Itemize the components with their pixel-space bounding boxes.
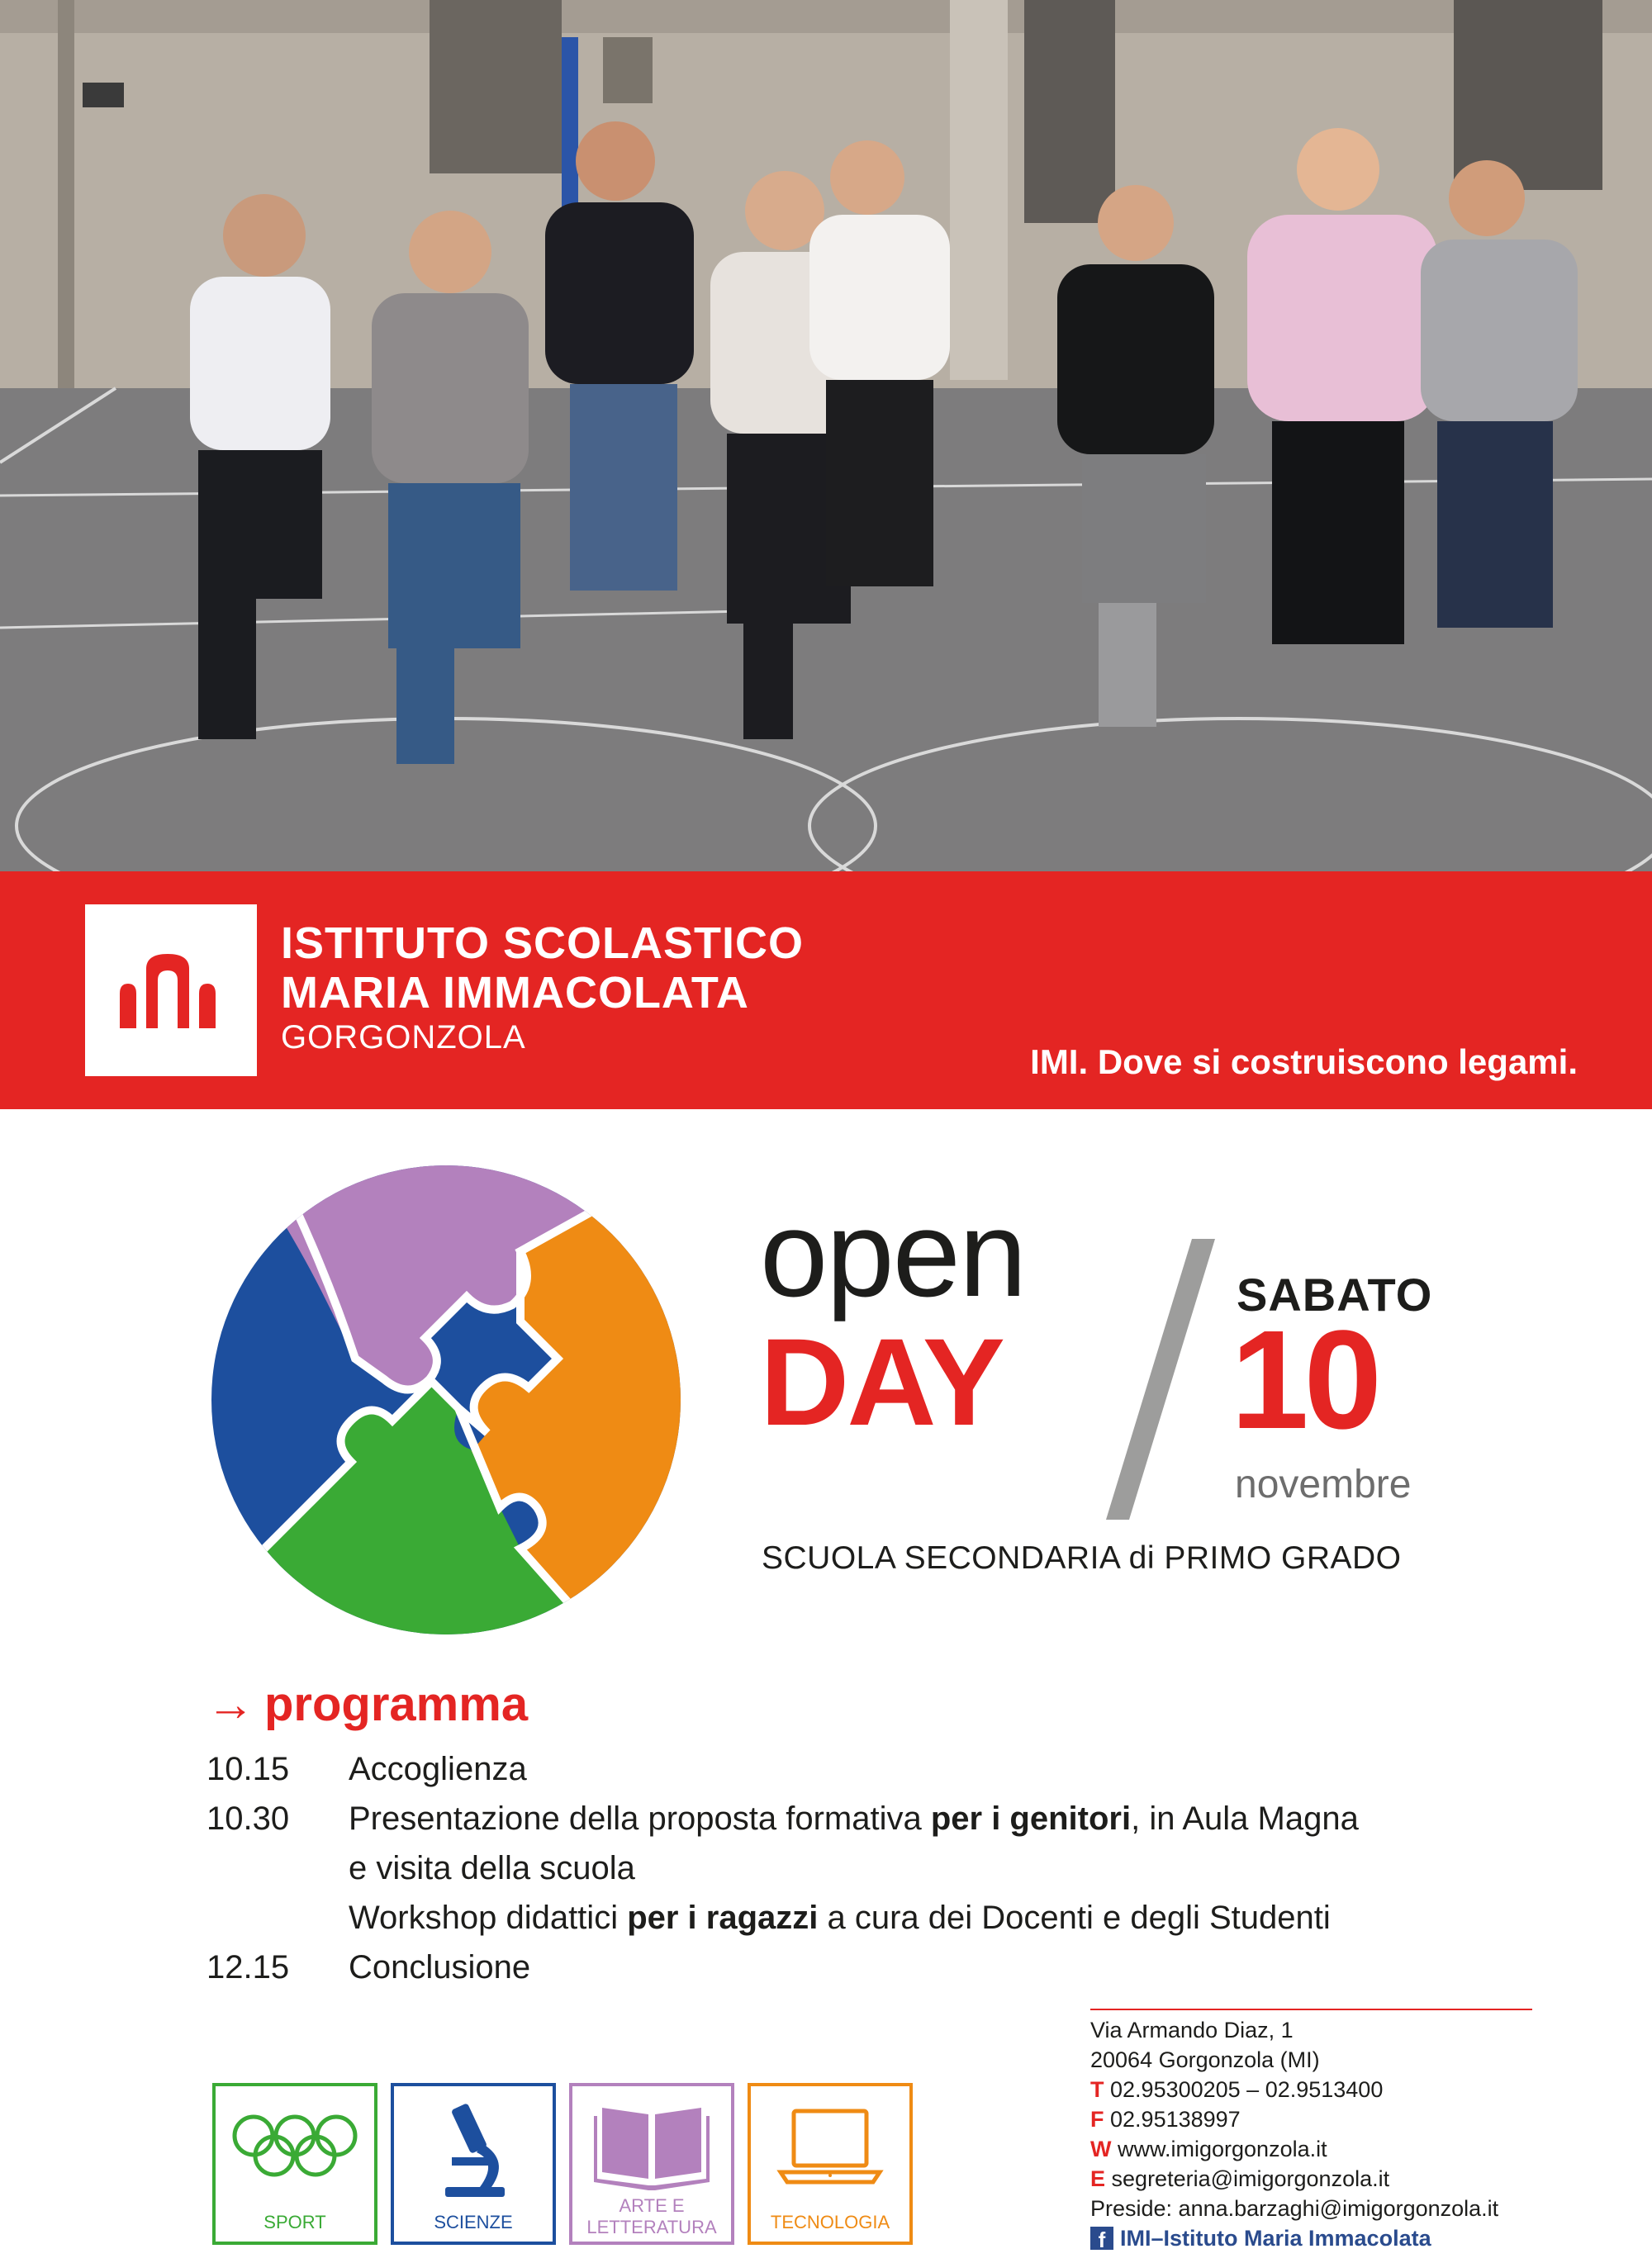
event-subtitle: SCUOLA SECONDARIA di PRIMO GRADO: [762, 1540, 1402, 1576]
school-name-line1: ISTITUTO SCOLASTICO: [281, 918, 805, 968]
contact-fax: [1090, 2104, 1498, 2134]
programma-item: [206, 1893, 1359, 1943]
contact-fax-value: 02.95138997: [1110, 2107, 1241, 2132]
programma-text-bold: per i genitori: [930, 1800, 1132, 1837]
programma-text: [349, 1794, 1359, 1843]
contact-preside[interactable]: Preside: anna.barzaghi@imigorgonzola.it: [1090, 2196, 1499, 2221]
programma-text: Conclusione: [349, 1949, 531, 1985]
category-arte-letteratura: [569, 2083, 734, 2245]
category-label: SCIENZE: [434, 2212, 513, 2232]
contact-email-value[interactable]: segreteria@imigorgonzola.it: [1111, 2166, 1390, 2191]
programma-text-part: Workshop didattici: [349, 1900, 628, 1936]
programma-text: e visita della scuola: [349, 1850, 635, 1886]
microscope-icon: [394, 2086, 553, 2210]
programma-item: [206, 1794, 1359, 1843]
category-label: TECNOLOGIA: [770, 2212, 890, 2232]
programma-heading: [206, 1677, 528, 1732]
school-name-line2: MARIA IMMACOLATA: [281, 968, 749, 1018]
contact-web-key: W: [1090, 2137, 1112, 2161]
event-month: novembre: [1235, 1463, 1412, 1506]
contact-tel-key: T: [1090, 2077, 1104, 2102]
contact-divider: [1090, 2009, 1532, 2010]
olympic-rings-icon: [216, 2086, 374, 2210]
school-logo: [85, 904, 257, 1076]
programma-heading-text: programma: [264, 1677, 529, 1731]
school-town: GORGONZOLA: [281, 1019, 526, 1056]
open-day-open: open: [760, 1186, 1026, 1322]
contact-web[interactable]: [1090, 2134, 1498, 2164]
programma-text: [349, 1893, 1331, 1943]
programma-text-part: a cura dei Docenti e degli Studenti: [818, 1900, 1331, 1936]
programma-item: [206, 1744, 1359, 1794]
category-tecnologia: [748, 2083, 913, 2245]
programma-text: Accoglienza: [349, 1751, 527, 1787]
divider-slash: [1103, 1239, 1218, 1520]
contact-fax-key: F: [1090, 2107, 1104, 2132]
programma-time: [206, 1843, 349, 1893]
category-scienze: [391, 2083, 556, 2245]
open-book-icon: [572, 2086, 731, 2210]
programma-time: 10.30: [206, 1800, 290, 1837]
category-sport: [212, 2083, 377, 2245]
hero-photo-illustration: [0, 0, 1652, 871]
programma-item: [206, 1943, 1359, 1992]
contact-facebook-label[interactable]: IMI–Istituto Maria Immacolata: [1120, 2226, 1431, 2251]
programma-time: [206, 1893, 349, 1943]
event-date: 10: [1231, 1302, 1378, 1459]
contact-address1: Via Armando Diaz, 1: [1090, 2018, 1294, 2042]
school-name: [281, 918, 804, 1057]
contact-address2: 20064 Gorgonzola (MI): [1090, 2047, 1320, 2072]
programma-time: 12.15: [206, 1949, 290, 1985]
arrow-right-icon: →: [206, 1677, 254, 1731]
event-weekday: SABATO: [1237, 1269, 1433, 1321]
category-label: ARTE E LETTERATURA: [586, 2195, 717, 2237]
school-logo-icon: [85, 904, 257, 1076]
programma-text-part: , in Aula Magna: [1131, 1800, 1359, 1837]
category-label: SPORT: [263, 2212, 326, 2232]
programma-time: 10.15: [206, 1751, 290, 1787]
hero-photo: [0, 0, 1652, 871]
laptop-icon: [751, 2086, 909, 2210]
programma-text-part: Presentazione della proposta formativa: [349, 1800, 931, 1837]
contact-tel: [1090, 2075, 1498, 2104]
contact-facebook[interactable]: [1090, 2223, 1498, 2253]
contact-web-value[interactable]: www.imigorgonzola.it: [1118, 2137, 1327, 2161]
contact-tel-value: 02.95300205 – 02.9513400: [1110, 2077, 1384, 2102]
tagline: IMI. Dove si costruiscono legami.: [1030, 1042, 1578, 1081]
facebook-icon: f: [1090, 2227, 1113, 2250]
puzzle-circle-graphic: [206, 1160, 686, 1639]
contact-email[interactable]: [1090, 2164, 1498, 2194]
programma-list: [206, 1744, 1359, 1992]
contact-email-key: E: [1090, 2166, 1106, 2191]
programma-item: [206, 1843, 1359, 1893]
open-day-day: DAY: [760, 1312, 1003, 1451]
programma-text-bold: per i ragazzi: [627, 1900, 819, 1936]
contact-block: [1090, 2015, 1498, 2253]
